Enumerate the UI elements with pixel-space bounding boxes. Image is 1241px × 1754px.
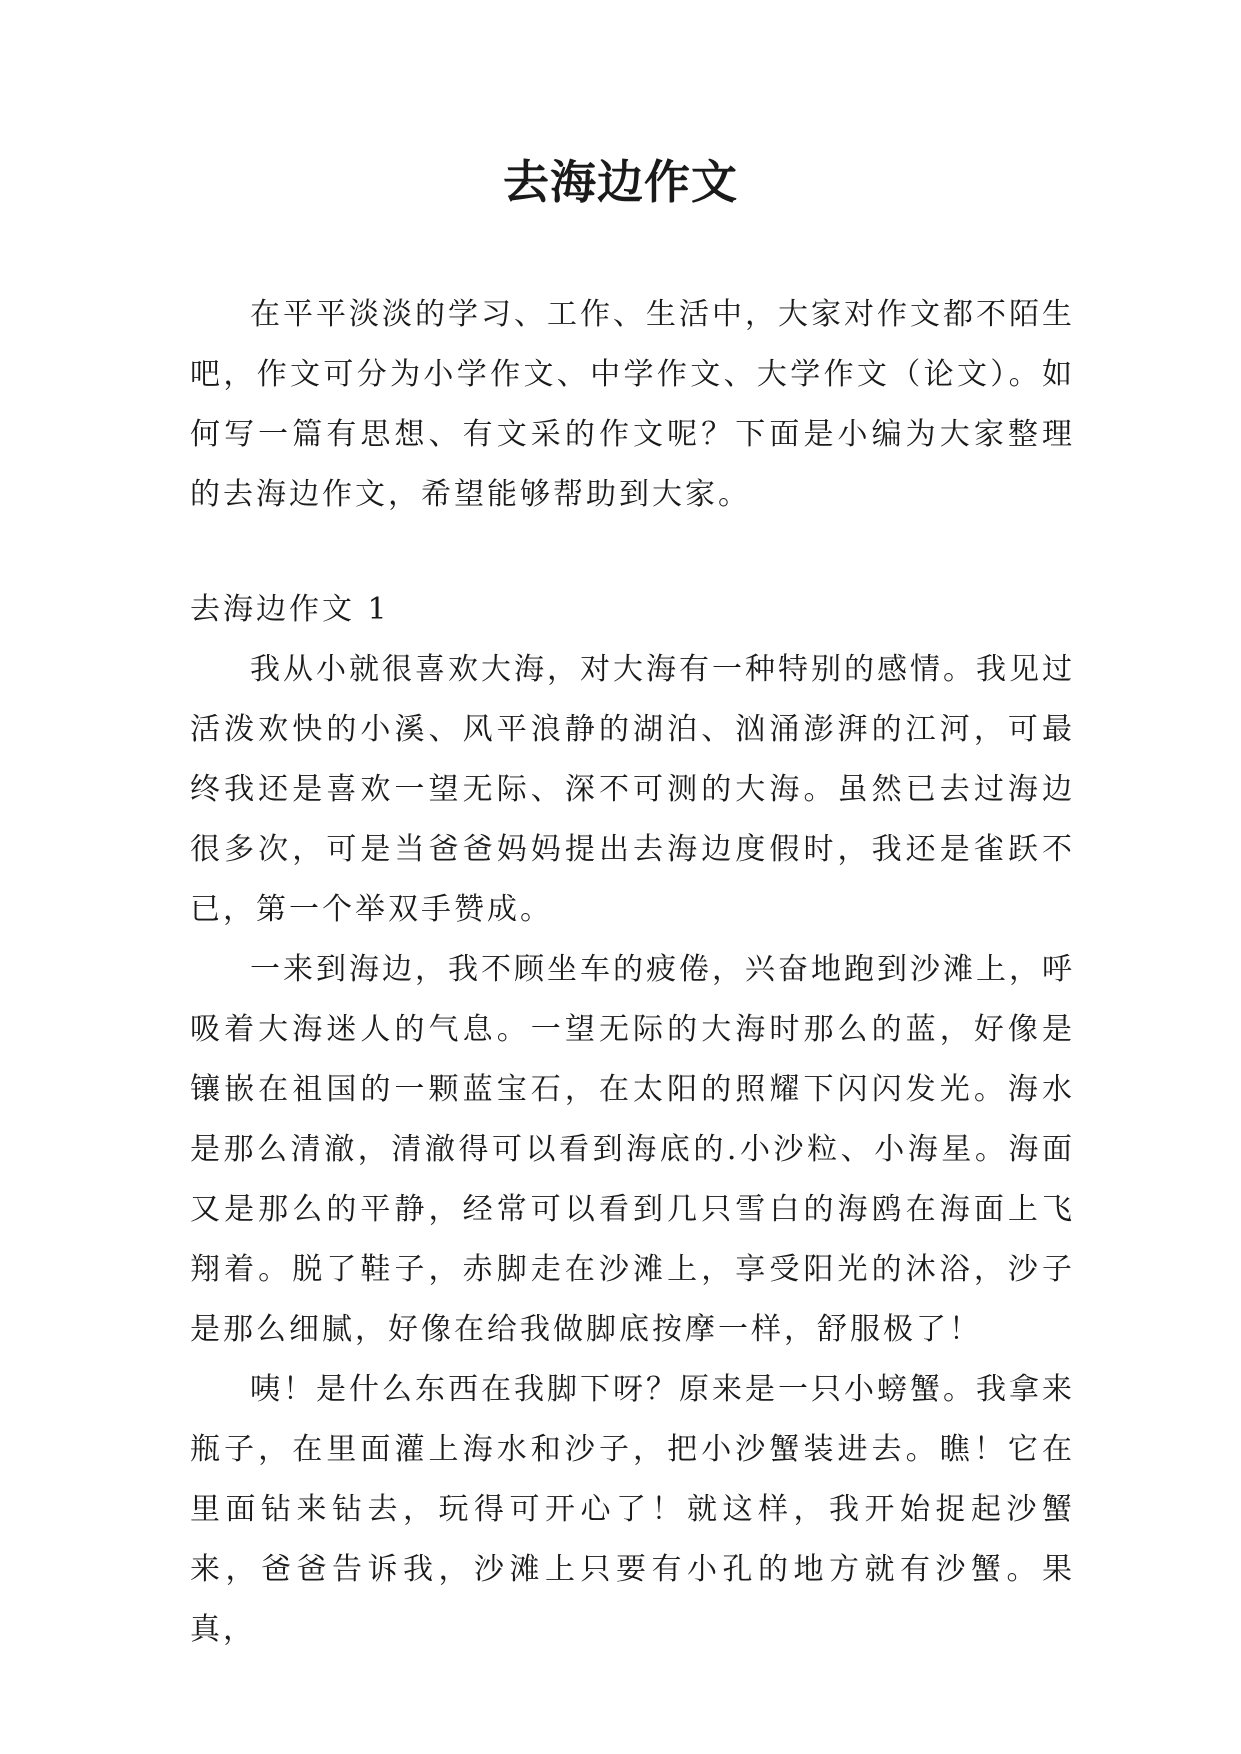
essay-paragraph-2: 一来到海边，我不顾坐车的疲倦，兴奋地跑到沙滩上，呼吸着大海迷人的气息。一望无际的大海时那么的蓝，好像是镶嵌在祖国的一颗蓝宝石，在太阳的照耀下闪闪发光。海水是那么清澈，清澈得可以看到海底的.小沙粒、小海星。海面又是那么的平静，经常可以看到几只雪白的海鸥在海面上飞翔着。脱了鞋子，赤脚走在沙滩上，享受阳光的沐浴，沙子是那么细腻，好像在给我做脚底按摩一样，舒服极了！ [190, 952, 1075, 1347]
essay-paragraph-3: 咦！是什么东西在我脚下呀？原来是一只小螃蟹。我拿来瓶子，在里面灌上海水和沙子，把小沙蟹装进去。瞧！它在里面钻来钻去，玩得可开心了！就这样，我开始捉起沙蟹来，爸爸告诉我，沙滩上只要有小孔的地方就有沙蟹。果真， [190, 1372, 1075, 1647]
section-heading: 去海边作文 1 [190, 592, 390, 627]
intro-paragraph: 在平平淡淡的学习、工作、生活中，大家对作文都不陌生吧，作文可分为小学作文、中学作文、大学作文（论文）。如何写一篇有思想、有文采的作文呢？下面是小编为大家整理的去海边作文，希望能够帮助到大家。 [190, 297, 1075, 512]
essay-paragraph-1: 我从小就很喜欢大海，对大海有一种特别的感情。我见过活泼欢快的小溪、风平浪静的湖泊、汹涌澎湃的江河，可最终我还是喜欢一望无际、深不可测的大海。虽然已去过海边很多次，可是当爸爸妈妈提出去海边度假时，我还是雀跃不已，第一个举双手赞成。 [190, 652, 1075, 927]
essay-section [190, 580, 1075, 1660]
document-title: 去海边作文 [503, 155, 738, 209]
